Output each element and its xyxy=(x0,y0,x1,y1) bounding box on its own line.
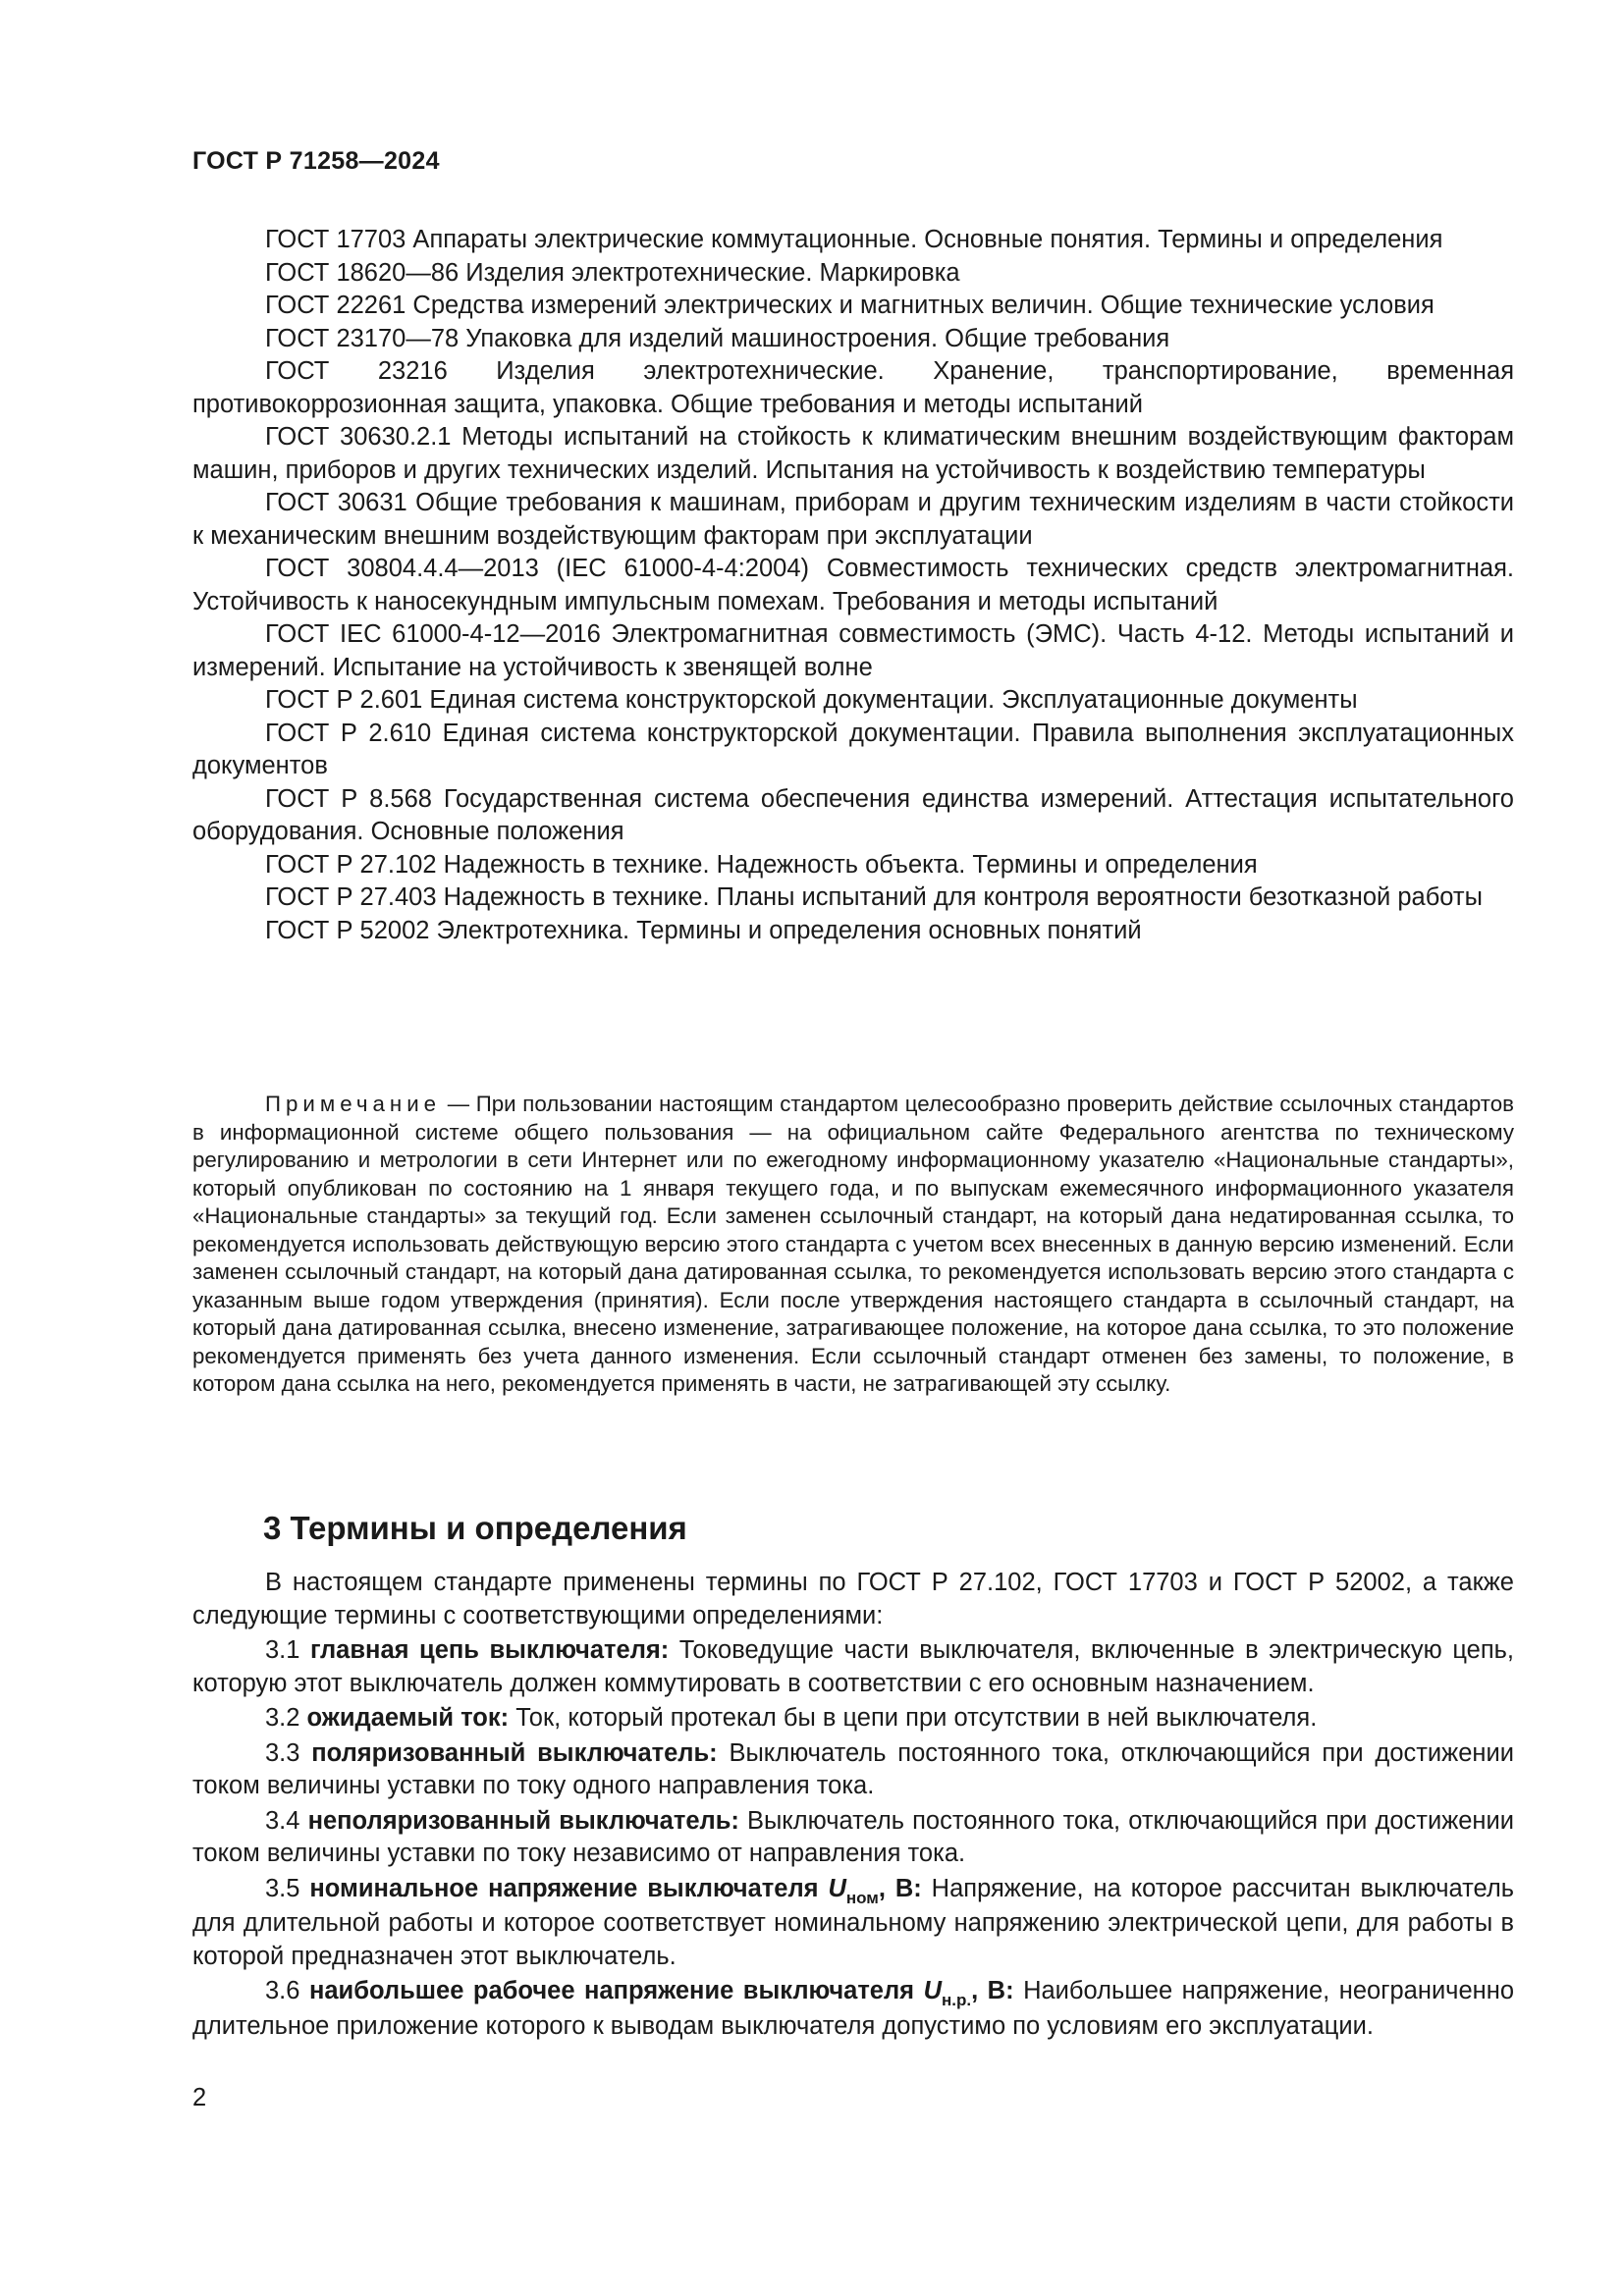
term-name: неполяризованный выключатель: xyxy=(307,1806,739,1835)
term-symbol: U xyxy=(828,1874,846,1902)
page-number: 2 xyxy=(192,2084,207,2111)
term-entry xyxy=(192,1805,1514,1871)
reference-item: ГОСТ 23216 Изделия электротехнические. Хранение, транспортирование, временная противокоррозионная защита, упаковка. Общие требования и методы испытаний xyxy=(192,357,1514,418)
term-number: 3.6 xyxy=(265,1977,300,2004)
note-label: Примечание xyxy=(265,1092,442,1116)
term-number: 3.5 xyxy=(265,1874,300,1902)
term-name: номинальное напряжение выключателя xyxy=(309,1874,829,1902)
term-entry xyxy=(192,1634,1514,1700)
reference-item: ГОСТ IEC 61000-4-12—2016 Электромагнитная совместимость (ЭМС). Часть 4-12. Методы испытаний и измерений. Испытание на устойчивость к звенящей волне xyxy=(192,620,1514,681)
terms-section xyxy=(192,1567,1514,2045)
term-symbol: U xyxy=(923,1977,942,2004)
reference-item: ГОСТ Р 27.102 Надежность в технике. Надежность объекта. Термины и определения xyxy=(265,850,1258,879)
term-entry xyxy=(192,1873,1514,1974)
term-number: 3.3 xyxy=(265,1738,300,1767)
note-text: — При пользовании настоящим стандартом целесообразно проверить действие ссылочных стандартов в информационной системе общего пользования — на официальном сайте Федерального агентства по техническому регулированию и метрологии в сети Интернет или по ежегодному информационному указателю «Национальные стандарты», который опубликован по состоянию на 1 января текущего года, и по выпускам ежемесячного информационного указателя «Национальные стандарты» за текущий год. Если заменен ссылочный стандарт, на который дана недатированная ссылка, то рекомендуется использовать действующую версию этого стандарта с учетом всех внесенных в данную версию изменений. Если заменен ссылочный стандарт, на который дана датированная ссылка, то рекомендуется использовать версию этого стандарта с указанным выше годом утверждения (принятия). Если после утверждения настоящего стандарта в ссылочный стандарт, на который дана датированная ссылка, внесено изменение, затрагивающее положение, на которое дана ссылка, то это положение рекомендуется применять без учета данного изменения. Если ссылочный стандарт отменен без замены, то положение, в котором дана ссылка на него, рекомендуется применять в части, не затрагивающей эту ссылку. xyxy=(192,1092,1514,1396)
term-definition: Выключатель постоянного тока, отключающийся при достижении током величины уставки по току одного направления тока. xyxy=(192,1738,1514,1799)
reference-item: ГОСТ Р 2.610 Единая система конструкторской документации. Правила выполнения эксплуатационных документов xyxy=(192,719,1514,779)
reference-item: ГОСТ 23170—78 Упаковка для изделий машиностроения. Общие требования xyxy=(265,324,1170,352)
term-entry xyxy=(192,1737,1514,1803)
term-entry xyxy=(192,1975,1514,2043)
term-number: 3.1 xyxy=(265,1636,300,1664)
term-definition: Выключатель постоянного тока, отключающийся при достижении током величины уставки по току независимо от направления тока. xyxy=(192,1806,1515,1867)
reference-item: ГОСТ Р 27.403 Надежность в технике. Планы испытаний для контроля вероятности безотказной работы xyxy=(265,883,1483,911)
term-name: ожидаемый ток: xyxy=(306,1704,510,1732)
term-entry xyxy=(192,1702,1514,1735)
term-symbol-subscript: н.р. xyxy=(941,1991,972,2009)
term-name: наибольшее рабочее напряжение выключателя xyxy=(308,1977,924,2004)
term-unit: , В: xyxy=(971,1977,1014,2004)
reference-item: ГОСТ 30804.4.4—2013 (IEC 61000-4-4:2004) Совместимость технических средств электромагнитная. Устойчивость к наносекундным импульсным помехам. Требования и методы испытаний xyxy=(192,555,1514,615)
term-number: 3.2 xyxy=(265,1704,300,1732)
term-name: поляризованный выключатель: xyxy=(311,1738,718,1767)
section-intro: В настоящем стандарте применены термины по ГОСТ Р 27.102, ГОСТ 17703 и ГОСТ Р 52002, а также следующие термины с соответствующими определениями: xyxy=(192,1569,1514,1629)
normative-references-list xyxy=(192,224,1514,947)
section-title: 3 Термины и определения xyxy=(263,1510,687,1546)
reference-item: ГОСТ 30631 Общие требования к машинам, приборам и другим техническим изделиям в части стойкости к механическим внешним воздействующим факторам при эксплуатации xyxy=(192,489,1514,550)
term-definition: Токоведущие части выключателя, включенные в электрическую цепь, которую этот выключатель должен коммутировать в соответствии с его основным назначением. xyxy=(192,1636,1515,1697)
term-unit: , В: xyxy=(878,1874,922,1902)
term-name: главная цепь выключателя: xyxy=(310,1636,670,1664)
note-block xyxy=(192,1091,1514,1399)
reference-item: ГОСТ 22261 Средства измерений электрических и магнитных величин. Общие технические условия xyxy=(265,292,1435,319)
term-number: 3.4 xyxy=(265,1806,300,1835)
note-paragraph xyxy=(192,1091,1514,1399)
reference-item: ГОСТ Р 2.601 Единая система конструкторской документации. Эксплуатационные документы xyxy=(265,686,1358,714)
term-symbol-subscript: ном xyxy=(845,1888,879,1907)
reference-item: ГОСТ 18620—86 Изделия электротехнические. Маркировка xyxy=(265,258,960,287)
term-definition: Ток, который протекал бы в цепи при отсутствии в ней выключателя. xyxy=(509,1704,1318,1732)
reference-item: ГОСТ 30630.2.1 Методы испытаний на стойкость к климатическим внешним воздействующим факторам машин, приборов и других технических изделий. Испытания на устойчивость к воздействию температуры xyxy=(192,423,1514,484)
term-definition: Наибольшее напряжение, неограниченно длительное приложение которого к выводам выключателя допустимо по условиям его эксплуатации. xyxy=(192,1977,1514,2040)
reference-item: ГОСТ 17703 Аппараты электрические коммутационные. Основные понятия. Термины и определения xyxy=(265,226,1443,253)
term-definition: Напряжение, на которое рассчитан выключатель для длительной работы и которое соответствует номинальному напряжению электрической цепи, для работы в которой предназначен этот выключатель. xyxy=(192,1874,1515,1970)
doc-header-code: ГОСТ Р 71258—2024 xyxy=(192,147,440,175)
reference-item: ГОСТ Р 52002 Электротехника. Термины и определения основных понятий xyxy=(265,916,1142,944)
reference-item: ГОСТ Р 8.568 Государственная система обеспечения единства измерений. Аттестация испытательного оборудования. Основные положения xyxy=(192,784,1514,845)
